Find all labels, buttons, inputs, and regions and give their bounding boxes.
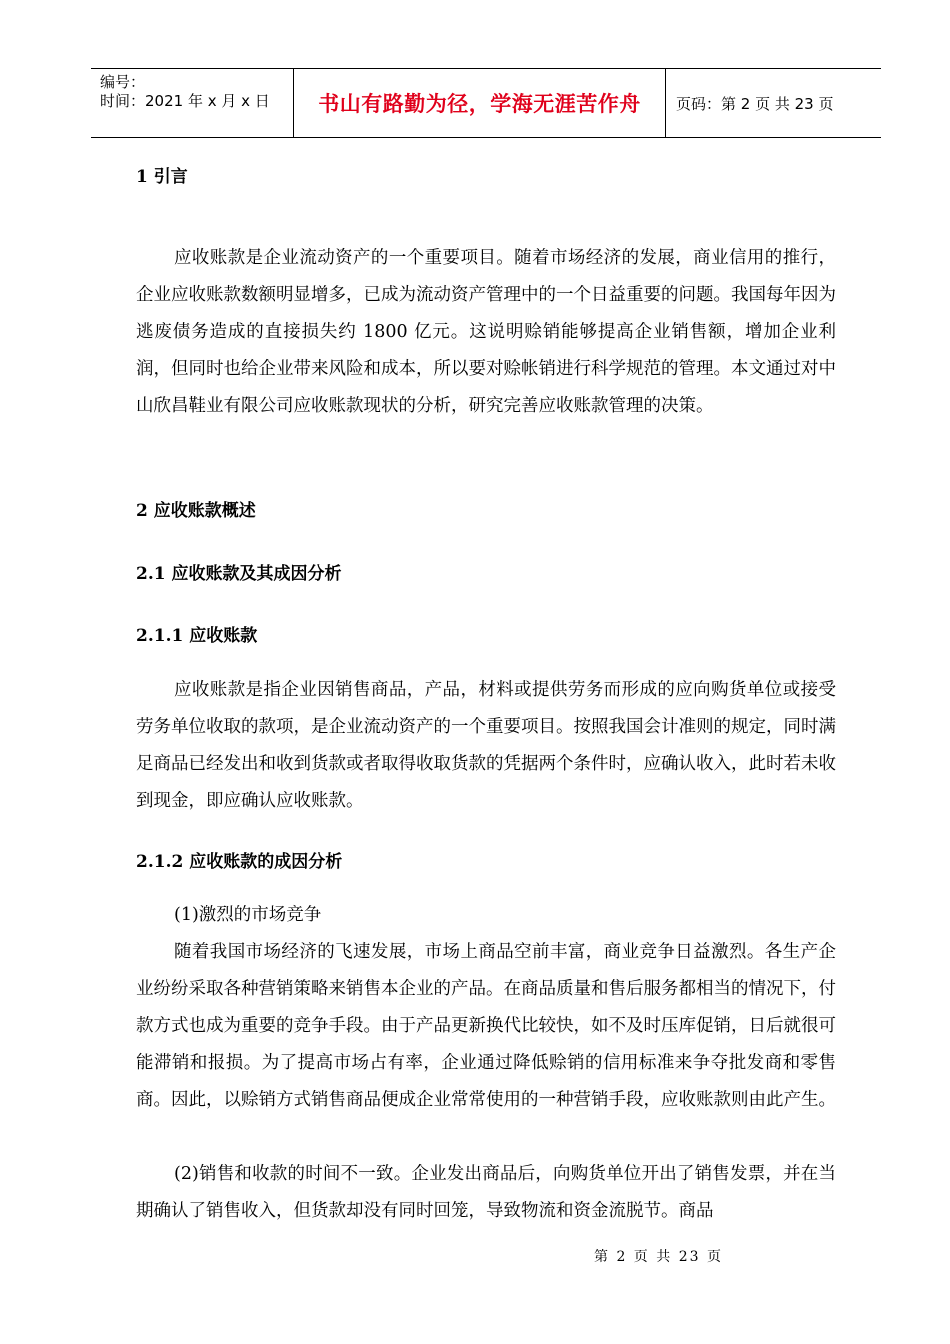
section-heading-overview: 2 应收账款概述 — [136, 501, 256, 521]
header-page-cell — [666, 69, 881, 137]
item1-paragraph: 随着我国市场经济的飞速发展，市场上商品空前丰富，商业竞争日益激烈。各生产企业纷纷采取各种营销策略来销售本企业的产品。在商品质量和售后服务都相当的情况下，付款方式也成为重要的竞争手段。由于产品更新换代比较快，如不及时压库促销，日后就很可能滞销和报损。为了提高市场占有率，企业通过降低赊销的信用标准来争夺批发商和零售商。因此，以赊销方式销售商品便成企业常常使用的一种营销手段，应收账款则由此产生。 — [136, 942, 836, 1110]
page-label: 页码：第 2 页 共 23 页 — [676, 94, 834, 113]
intro-paragraph: 应收账款是企业流动资产的一个重要项目。随着市场经济的发展，商业信用的推行，企业应收账款数额明显增多，已成为流动资产管理中的一个日益重要的问题。我国每年因为逃废债务造成的直接损失约 1800 亿元。这说明赊销能够提高企业销售额，增加企业利润，但同时也给企业带来风险和成本，所以要对赊帐销进行科学规范的管理。本文通过对中山欣昌鞋业有限公司应收账款现状的分析，研究完善应收账款管理的决策。 — [136, 248, 836, 416]
subsection-heading-2-1: 2.1 应收账款及其成因分析 — [136, 564, 342, 584]
header-meta — [91, 69, 293, 137]
page-footer: 第 2 页 共 23 页 — [594, 1249, 723, 1265]
number-label: 编号： — [100, 73, 146, 91]
page-header — [91, 68, 881, 138]
motto: 书山有路勤为径，学海无涯苦作舟 — [318, 92, 641, 116]
receivables-definition-paragraph: 应收账款是指企业因销售商品，产品，材料或提供劳务而形成的应向购货单位或接受劳务单位收取的款项，是企业流动资产的一个重要项目。按照我国会计准则的规定，同时满足商品已经发出和收到货款或者取得收取货款的凭据两个条件时，应确认收入，此时若未收到现金，即应确认应收账款。 — [136, 680, 836, 811]
item2-paragraph: (2)销售和收款的时间不一致。企业发出商品后，向购货单位开出了销售发票，并在当期确认了销售收入，但货款却没有同时回笼，导致物流和资金流脱节。商品 — [136, 1164, 836, 1221]
header-motto-cell — [293, 69, 666, 137]
subsection-heading-2-1-2: 2.1.2 应收账款的成因分析 — [136, 852, 343, 872]
time-label: 时间：2021 年 x 月 x 日 — [100, 92, 270, 110]
item1-title: (1)激烈的市场竞争 — [174, 905, 322, 925]
subsection-heading-2-1-1: 2.1.1 应收账款 — [136, 626, 258, 646]
section-heading-intro: 1 引言 — [136, 167, 188, 187]
